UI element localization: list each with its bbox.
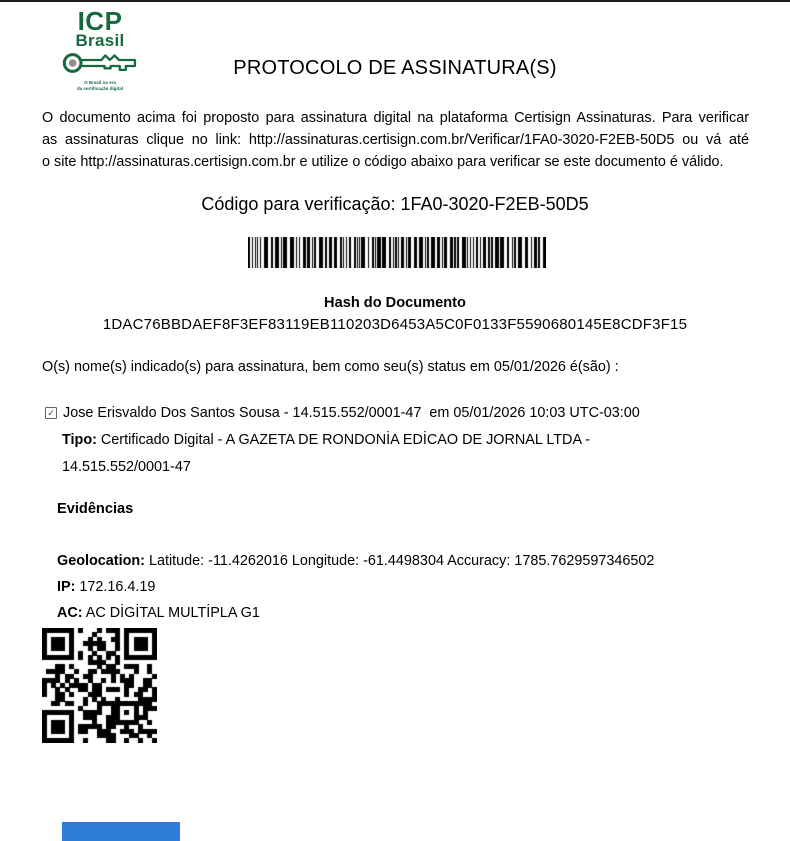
footer-blue-bar [62,822,180,841]
geolocation-row [57,548,757,574]
signer-tipo-row [62,427,755,454]
page-top-edge [0,0,790,2]
hash-value: 1DAC76BBDAEF8F3EF83119EB110203D6453A5C0F0133F5590680145E8CDF3F15 [102,316,688,333]
hash-label: Hash do Documento [324,295,466,311]
ip-row [57,574,757,600]
status-line: O(s) nome(s) indicado(s) para assinatura, bem como seu(s) status em 05/01/2026 é(são) : [42,359,619,375]
logo-text-icp: ICP [77,6,123,36]
signer-tipo-row-2 [62,454,755,481]
page-title: PROTOCOLO DE ASSINATURA(S) [233,57,557,79]
ip-value: 172.16.4.19 [75,579,156,595]
signed-checkbox[interactable] [45,407,57,419]
verification-code-line: Código para verificação: 1FA0-3020-F2EB-50D5 [201,194,589,214]
logo-tagline-line1: O Brasil na era [84,80,116,85]
logo-text-brasil: Brasil [75,31,125,50]
intro-line-2: as assinaturas clique no link: http://assinaturas.certisign.com.br/Verificar/1FA0-3020-F2EB-50D5 ou vá até [42,132,749,148]
signer-name-line: Jose Erisvaldo Dos Santos Sousa - 14.515.552/0001-47 em 05/01/2026 10:03 UTC-03:00 [63,405,640,421]
signer-block [45,400,755,481]
tipo-label: Tipo: [62,432,97,448]
signer-name-row [45,400,755,427]
logo-tagline-line2: da certificação digital [76,85,123,91]
intro-line-3: o site http://assinaturas.certisign.com.br e utilize o código abaixo para verificar se este documento é válido. [42,154,724,170]
evidences-block [57,548,757,626]
evidences-title: Evidências [57,501,134,517]
tipo-value-line2: 14.515.552/0001-47 [62,459,191,475]
intro-line-1: O documento acima foi proposto para assinatura digital na plataforma Certisign Assinaturas. Para verificar [42,110,749,126]
check-icon: ✓ [47,408,55,418]
tipo-value-line1: Certificado Digital - A GAZETA DE RONDONİA EDİCAO DE JORNAL LTDA - [96,432,591,448]
ac-row [57,600,757,626]
intro-paragraph [42,107,749,173]
ac-value: AC DİGİTAL MULTİPLA G1 [82,605,260,621]
qr-code [42,628,157,743]
ac-label: AC: [57,605,83,621]
ip-label: IP: [57,579,76,595]
barcode [248,237,546,268]
geolocation-value: Latitude: -11.4262016 Longitude: -61.4498304 Accuracy: 1785.7629597346502 [144,553,655,569]
geolocation-label: Geolocation: [57,553,145,569]
